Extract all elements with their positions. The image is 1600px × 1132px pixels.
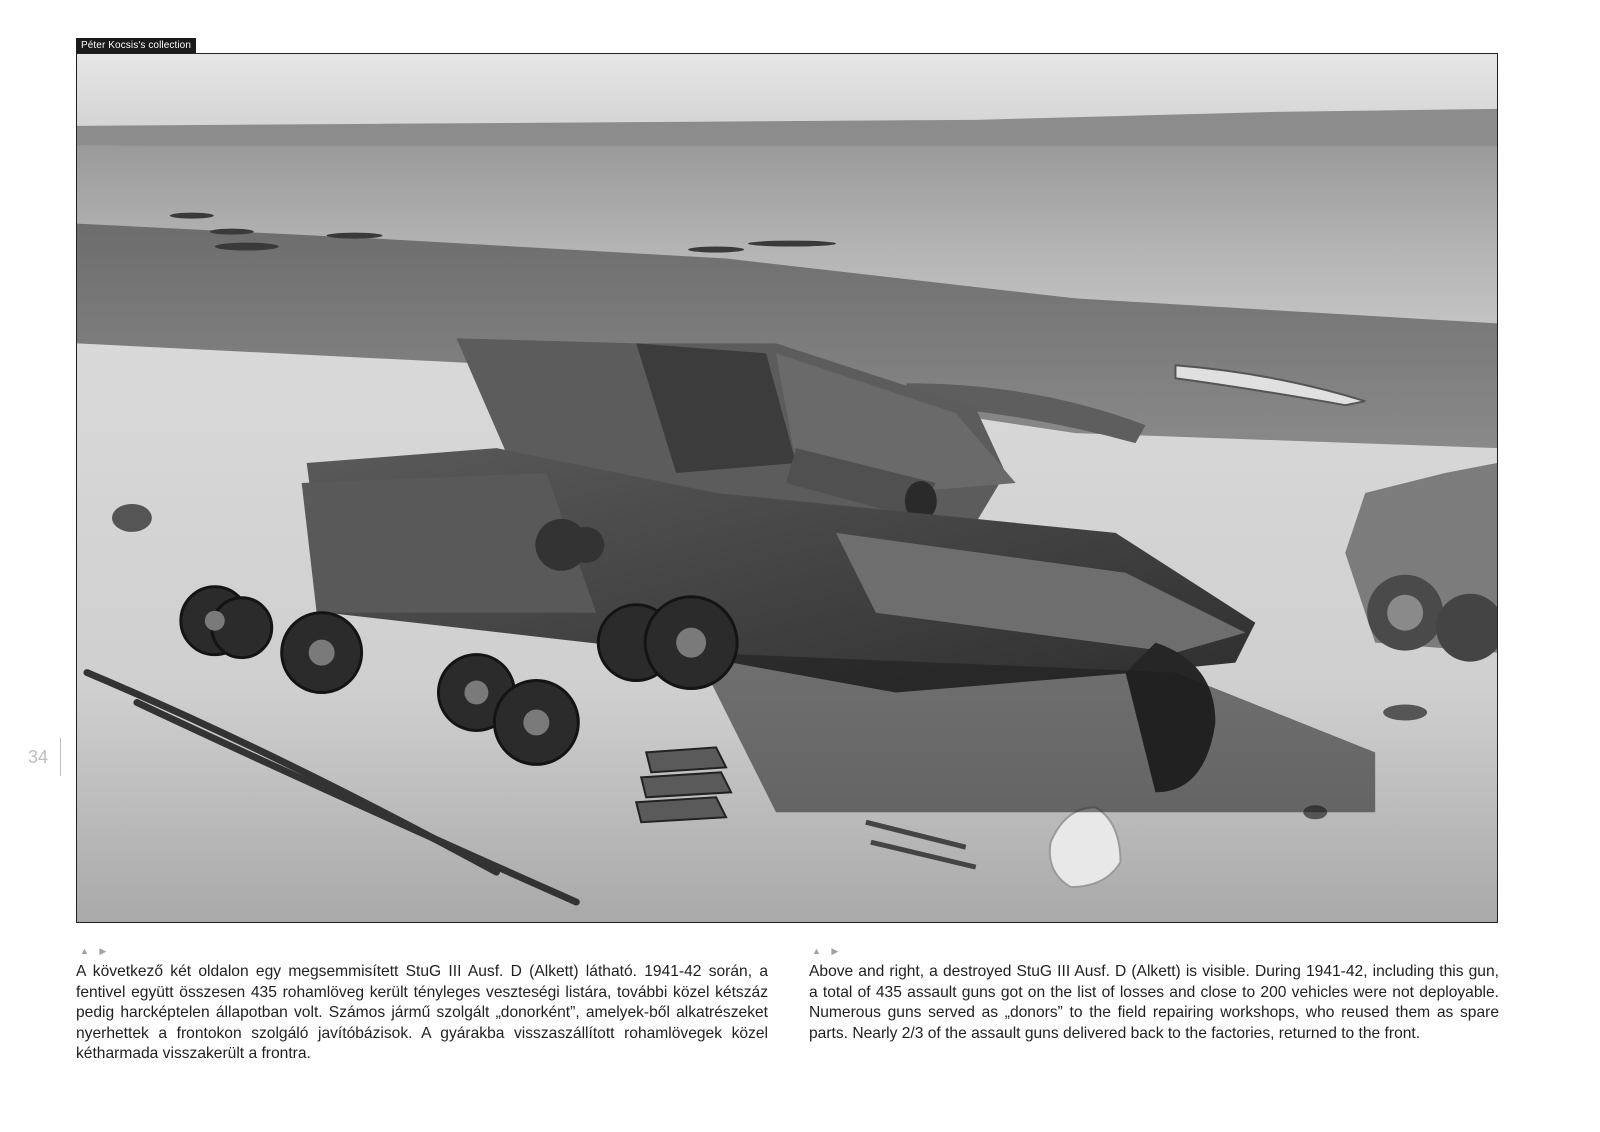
destroyed-stug-photo xyxy=(77,54,1497,922)
page-number-rule xyxy=(60,738,61,776)
photo-credit: Péter Kocsis's collection xyxy=(76,38,196,53)
caption-pointer-arrows: ▲ ▶ xyxy=(80,946,111,956)
caption-pointer-arrows: ▲ ▶ xyxy=(812,946,843,956)
page-number: 34 xyxy=(28,747,49,767)
caption-hungarian: A következő két oldalon egy megsemmisített StuG III Ausf. D (Alkett) látható. 1941-42 során, a fentivel együtt összesen 435 rohamlöveg került tényleges veszteségi listára, további közel kétszáz pedig harcképtelen állapotban volt. Számos jármű szolgált „donorként”, amelyek-ből alkatrészeket nyerhettek a frontokon szolgáló javítóbázisok. A gyárakba visszaszállított rohamlövegek közel kétharmada visszakerült a frontra. xyxy=(76,963,768,1063)
photograph xyxy=(76,53,1498,923)
caption-english: Above and right, a destroyed StuG III Ausf. D (Alkett) is visible. During 1941-42, including this gun, a total of 435 assault guns got on the list of losses and close to 200 vehicles were not deployable. Numerous guns served as „donors” to the field repairing workshops, who reused them as spare parts. Nearly 2/3 of the assault guns delivered back to the factories, returned to the front. xyxy=(809,963,1499,1042)
